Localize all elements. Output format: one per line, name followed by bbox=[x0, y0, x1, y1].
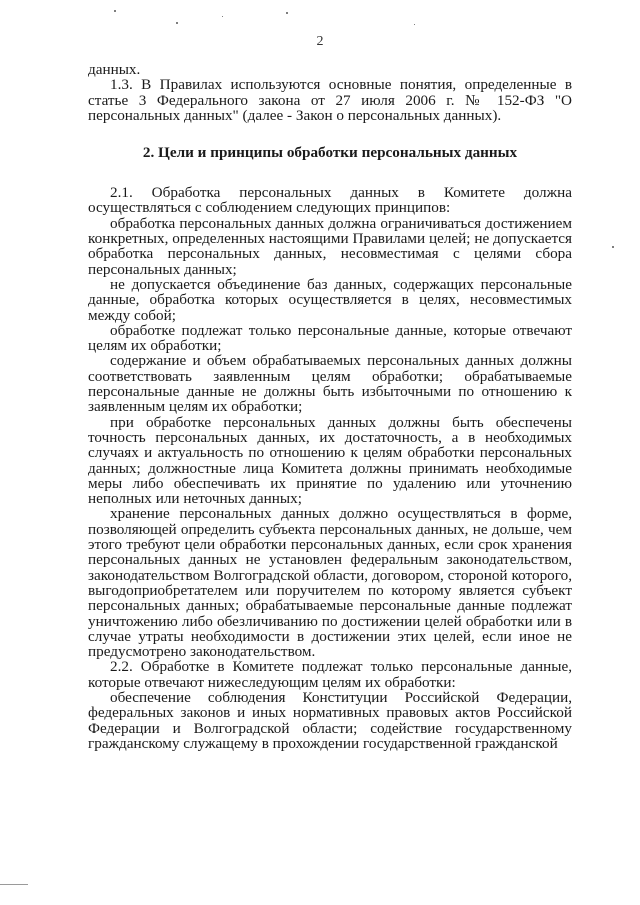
scan-speck bbox=[414, 24, 415, 25]
scan-speck bbox=[176, 22, 178, 24]
purpose-item: обеспечение соблюдения Конституции Российской Федерации, федеральных законов и иных нормативных правовых актов Российской Федерации и Волгоградской области; содействие государственному гражданскому служащему в прохождении государственной гражданской bbox=[88, 688, 572, 752]
scan-speck bbox=[114, 10, 116, 12]
scan-edge-line bbox=[0, 884, 28, 885]
page-number: 2 bbox=[316, 34, 324, 49]
paragraph-1-3: 1.3. В Правилах используются основные понятия, определенные в статье 3 Федерального закона от 27 июля 2006 г. № 152-ФЗ "О персональных данных" (далее - Закон о персональных данных). bbox=[88, 76, 572, 124]
principle-item: обработке подлежат только персональные данные, которые отвечают целям их обработки; bbox=[88, 321, 572, 355]
section-heading: 2. Цели и принципы обработки персональных данных bbox=[142, 144, 518, 162]
paragraph-2-1: 2.1. Обработка персональных данных в Комитете должна осуществляться с соблюдением следующих принципов: bbox=[88, 184, 572, 217]
principle-item: не допускается объединение баз данных, содержащих персональные данные, обработка которых осуществляется в целях, несовместимых между собой; bbox=[88, 275, 572, 324]
principle-item: содержание и объем обрабатываемых персональных данных должны соответствовать заявленным целям обработки; обрабатываемые персональные данные не должны быть избыточными по отношению к заявленным целям их обработки; bbox=[88, 352, 572, 416]
principle-item: обработка персональных данных должна ограничиваться достижением конкретных, определенных настоящими Правилами целей; не допускается обработка персональных данных, несовместимая с целями сбора персональных данных; bbox=[88, 214, 572, 278]
scan-speck bbox=[222, 16, 223, 17]
paragraph-continuation: данных. bbox=[88, 61, 141, 78]
scan-speck bbox=[612, 246, 614, 248]
document-body bbox=[88, 62, 572, 751]
principle-item: при обработке персональных данных должны быть обеспечены точность персональных данных, их достаточность, а в необходимых случаях и актуальность по отношению к целям обработки персональных данных; должностные лица Комитета должны принимать необходимые меры либо обеспечивать их принятие по удалению или уточнению неполных или неточных данных; bbox=[88, 413, 572, 508]
scan-speck bbox=[286, 12, 288, 14]
principle-item: хранение персональных данных должно осуществляться в форме, позволяющей определить субъекта персональных данных, не дольше, чем этого требуют цели обработки персональных данных, если срок хранения персональных данных не установлен федеральным законодательством, законодательством Волгоградской области, договором, стороной которого, выгодоприобретателем или поручителем по которому является субъект персональных данных; обрабатываемые персональные данные подлежат уничтожению либо обезличиванию по достижении целей обработки или в случае утраты необходимости в достижении этих целей, если иное не предусмотрено законодательством. bbox=[88, 505, 572, 661]
paragraph-2-2: 2.2. Обработке в Комитете подлежат только персональные данные, которые отвечают нижеследующим целям их обработки: bbox=[88, 658, 572, 691]
